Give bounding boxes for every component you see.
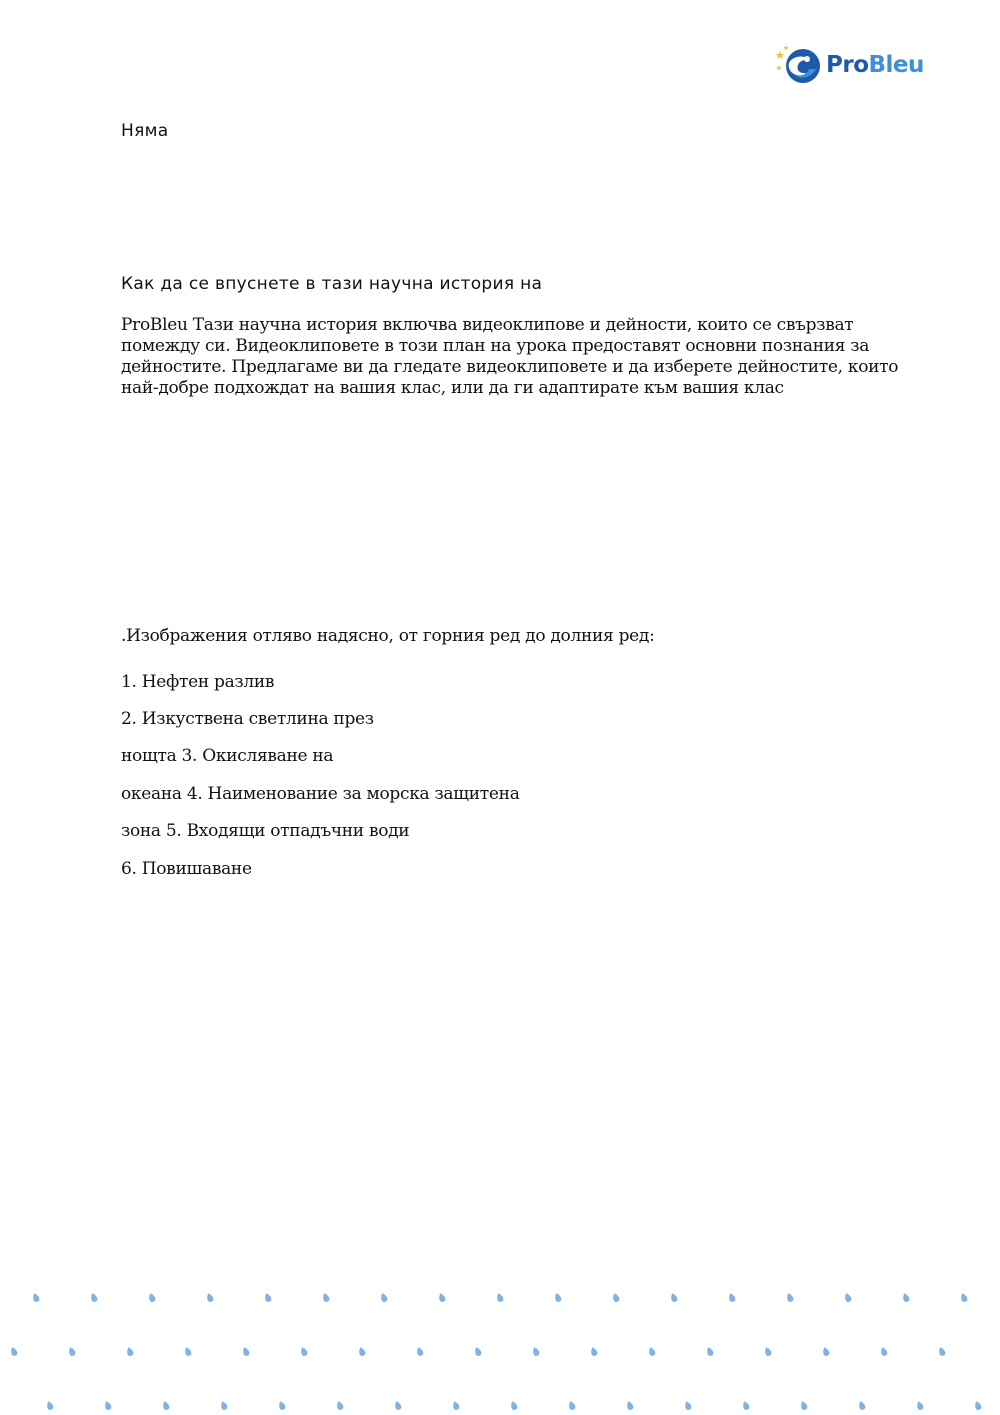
drop-icon <box>277 1400 286 1411</box>
list-item: океана 4. Наименование за морска защитена <box>121 784 520 804</box>
list-item: 1. Нефтен разлив <box>121 672 275 692</box>
drop-icon <box>785 1292 794 1303</box>
drop-icon <box>567 1400 576 1411</box>
drop-icon <box>393 1400 402 1411</box>
drop-icon <box>705 1346 714 1357</box>
probleu-logo <box>776 42 926 88</box>
logo-wordmark <box>826 52 924 78</box>
intro-line: ProBleu Тази научна история включва видеоклипове и дейности, които се свързват <box>121 315 854 335</box>
drop-icon <box>379 1292 388 1303</box>
drop-icon <box>973 1400 982 1411</box>
logo-bleu: Bleu <box>868 52 924 78</box>
drop-icon <box>473 1346 482 1357</box>
drop-icon <box>553 1292 562 1303</box>
drop-icon <box>67 1346 76 1357</box>
drop-icon <box>321 1292 330 1303</box>
drop-icon <box>205 1292 214 1303</box>
list-item: 2. Изкуствена светлина през <box>121 709 374 729</box>
drop-icon <box>437 1292 446 1303</box>
intro-line: помежду си. Видеоклиповете в този план на урока предоставят основни познания за <box>121 336 870 356</box>
drop-icon <box>589 1346 598 1357</box>
drop-icon <box>263 1292 272 1303</box>
drop-icon <box>183 1346 192 1357</box>
logo-pro: Pro <box>826 52 869 78</box>
drop-icon <box>103 1400 112 1411</box>
drop-icon <box>241 1346 250 1357</box>
drop-icon <box>509 1400 518 1411</box>
drop-icon <box>415 1346 424 1357</box>
drop-icon <box>901 1292 910 1303</box>
drop-icon <box>9 1346 18 1357</box>
list-item: зона 5. Входящи отпадъчни води <box>121 821 410 841</box>
drop-icon <box>335 1400 344 1411</box>
drop-icon <box>45 1400 54 1411</box>
intro-line: дейностите. Предлагаме ви да гледате видеоклиповете и да изберете дейностите, които <box>121 357 899 377</box>
drop-icon <box>125 1346 134 1357</box>
probleu-logo-icon <box>776 43 820 87</box>
list-item: нощта 3. Окисляване на <box>121 746 334 766</box>
drop-icon <box>531 1346 540 1357</box>
drop-icon <box>451 1400 460 1411</box>
drop-icon <box>299 1346 308 1357</box>
drop-icon <box>357 1346 366 1357</box>
drop-icon <box>741 1400 750 1411</box>
drop-icon <box>915 1400 924 1411</box>
drop-icon <box>763 1346 772 1357</box>
drop-icon <box>31 1292 40 1303</box>
drop-icon <box>821 1346 830 1357</box>
decorative-drop-pattern <box>0 1270 1000 1415</box>
drop-icon <box>857 1400 866 1411</box>
drop-icon <box>959 1292 968 1303</box>
drop-icon <box>799 1400 808 1411</box>
drop-icon <box>161 1400 170 1411</box>
drop-icon <box>611 1292 620 1303</box>
drop-icon <box>879 1346 888 1357</box>
drop-icon <box>843 1292 852 1303</box>
document-title: Няма <box>121 121 169 141</box>
drop-icon <box>647 1346 656 1357</box>
intro-paragraph <box>121 315 901 399</box>
section-heading: Как да се впуснете в тази научна история на <box>121 274 543 294</box>
drop-icon <box>219 1400 228 1411</box>
drop-icon <box>669 1292 678 1303</box>
drop-icon <box>937 1346 946 1357</box>
drop-icon <box>495 1292 504 1303</box>
drop-icon <box>89 1292 98 1303</box>
drop-icon <box>625 1400 634 1411</box>
images-caption: .Изображения отляво надясно, от горния ред до долния ред: <box>121 626 655 646</box>
drop-icon <box>727 1292 736 1303</box>
list-item: 6. Повишаване <box>121 859 252 879</box>
intro-line: най-добре подхождат на вашия клас, или да ги адаптирате към вашия клас <box>121 378 784 398</box>
drop-icon <box>147 1292 156 1303</box>
drop-icon <box>683 1400 692 1411</box>
